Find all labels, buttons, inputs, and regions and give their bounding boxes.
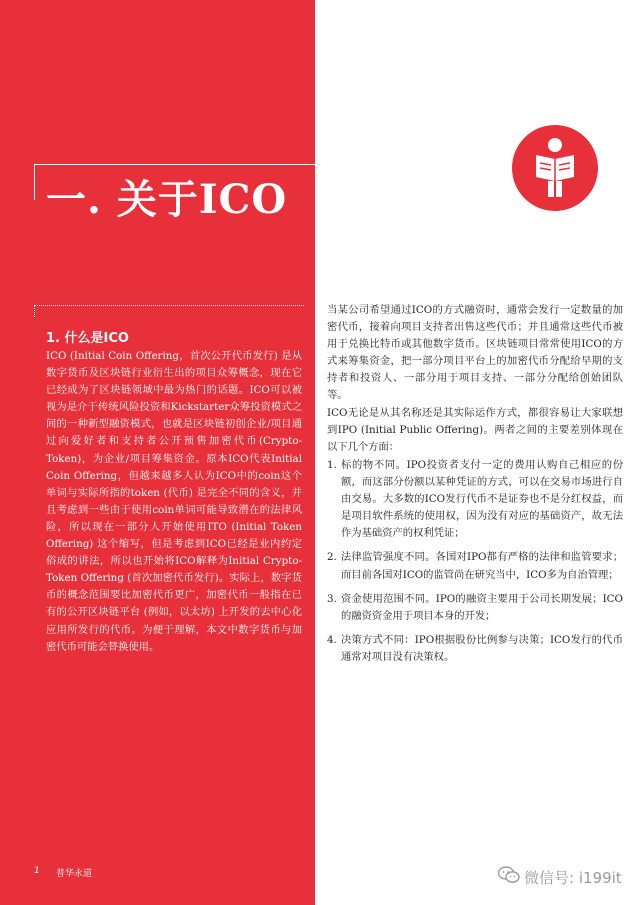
section-divider xyxy=(34,305,304,306)
section-body-text: ICO (Initial Coin Offering，首次公开代币发行) 是从数字货币及区块链行业衍生出的项目众筹概念，现在它已经成为了区块链领域中最为热门的话题。ICO可以被视为是介于传统风险投资和Kickstarter众筹投资模式之间的一种新型融资模式，也就是区块链初创企业/项目通过向爱好者和支持者公开预售加密代币(Crypto-Token)，为企业/项目筹集资金。原本ICO代表Initial Coin Offering，但越来越多人认为ICO中的coin这个单词与实际所指的token (代币) 是完全不同的含义，并且考虑到一些由于使用coin单词可能导致潜在的法律风险，所以现在一部分人开始使用ITO (Initial Token Offering) 这个缩写，但是考虑到ICO已经是业内约定俗成的讲法，所以也开始将ICO解释为Initial Crypto-Token Offering (首次加密代币发行)。实际上，数字货币的概念范围要比加密代币更广，加密代币一般指在已有的公开区块链平台 (例如，以太坊) 上开发的去中心化应用所发行的代币。为便于理解，本文中数字货币与加密代币可能会替换使用。 xyxy=(46,350,302,653)
section-divider-tick xyxy=(34,305,35,317)
list-item xyxy=(327,549,623,583)
title-divider-tick xyxy=(34,164,35,200)
page-title: 一. 关于ICO xyxy=(46,176,288,223)
list-item xyxy=(327,457,623,542)
list-item-text: 资金使用范围不同。IPO的融资主要用于公司长期发展；ICO的融资资金用于项目本身的开发； xyxy=(341,592,623,622)
watermark xyxy=(498,866,622,888)
list-item xyxy=(327,591,623,625)
footer-brand: 普华永道 xyxy=(56,869,93,879)
watermark-text: 微信号: i199it xyxy=(524,868,622,887)
list-item xyxy=(327,632,623,666)
list-item-text: 标的物不同。IPO投资者支付一定的费用认购自己相应的份额，而这部分份额以某种凭证的方式，可以在交易市场进行自由交易。大多数的ICO发行代币不是证券也不是分红权益，而是项目软件系统的使用权，因为没有对应的基础资产，故无法作为基础资产的权利凭证； xyxy=(341,459,623,540)
section-heading: 1. 什么是ICO xyxy=(46,331,129,346)
list-item-number: 2. xyxy=(327,551,337,564)
list-item-text: 法律监管强度不同。各国对IPO都有严格的法律和监管要求；而目前各国对ICO的监管尚在研究当中，ICO多为自治管理； xyxy=(341,551,623,581)
title-divider xyxy=(34,164,514,165)
differences-list xyxy=(327,457,623,673)
list-item-text: 决策方式不同：IPO根据股份比例参与决策；ICO发行的代币通常对项目没有决策权。 xyxy=(341,633,623,663)
page-number: 1 xyxy=(34,866,40,876)
person-reading-icon xyxy=(512,125,598,211)
list-item-number: 3. xyxy=(327,592,337,605)
list-item-number: 4. xyxy=(327,633,337,646)
list-item-number: 1. xyxy=(327,459,337,471)
right-paragraph-2: ICO无论是从其名称还是其实际运作方式，都很容易让大家联想到IPO (Initial Public Offering)。两者之间的主要差别体现在以下几个方面： xyxy=(327,407,623,454)
wechat-icon xyxy=(498,866,520,888)
right-paragraph-1: 当某公司希望通过ICO的方式融资时，通常会发行一定数量的加密代币，接着向项目支持者出售这些代币；并且通常这些代币被用于兑换比特币或其他数字货币。区块链项目常常使用ICO的方式来筹集资金，把一部分项目平台上的加密代币分配给早期的支持者和投资人、一部分用于项目支持、一部分分配给创始团队等。 xyxy=(327,304,623,402)
